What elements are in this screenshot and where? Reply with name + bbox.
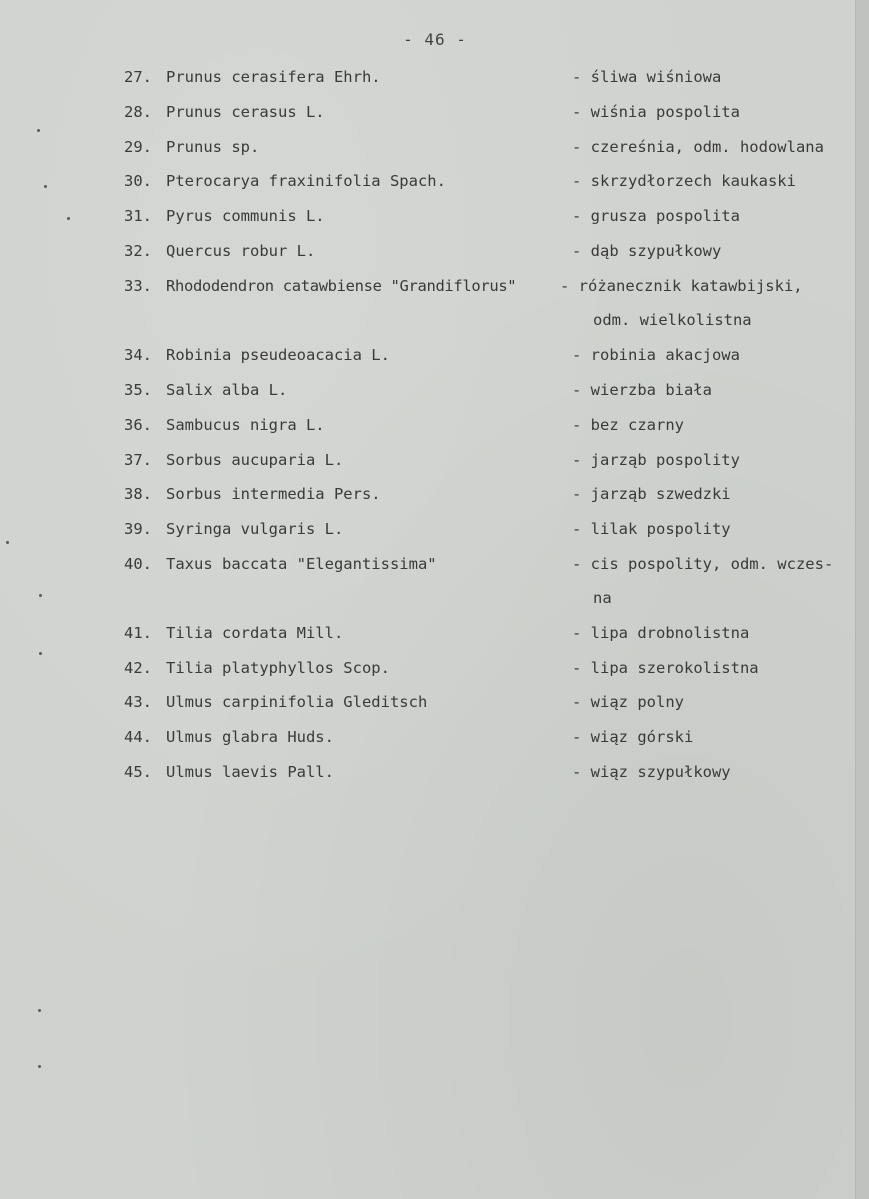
- polish-name: - różanecznik katawbijski,: [560, 277, 803, 295]
- latin-name: Salix alba L.: [166, 381, 288, 399]
- polish-name: - cis pospolity, odm. wczes-: [572, 555, 834, 573]
- polish-name: - lipa drobnolistna: [572, 624, 750, 642]
- polish-name: - wiśnia pospolita: [572, 103, 740, 121]
- polish-name: - lipa szerokolistna: [572, 659, 759, 677]
- entry-number: 32.: [124, 242, 152, 260]
- punch-mark: [39, 594, 42, 597]
- polish-name: - wiąz górski: [572, 728, 694, 746]
- polish-name: - jarząb szwedzki: [572, 485, 731, 503]
- entry-number: 44.: [124, 728, 152, 746]
- entry-number: 35.: [124, 381, 152, 399]
- polish-name: - dąb szypułkowy: [572, 242, 722, 260]
- punch-mark: [39, 652, 42, 655]
- latin-name: Sambucus nigra L.: [166, 416, 325, 434]
- entry-number: 41.: [124, 624, 152, 642]
- entry-number: 30.: [124, 172, 152, 190]
- latin-name: Prunus cerasus L.: [166, 103, 325, 121]
- polish-name: - grusza pospolita: [572, 207, 740, 225]
- latin-name: Robinia pseudeoacacia L.: [166, 346, 390, 364]
- latin-name: Pyrus communis L.: [166, 207, 325, 225]
- punch-mark: [6, 541, 9, 544]
- polish-name: - skrzydłorzech kaukaski: [572, 172, 796, 190]
- polish-name-continuation: odm. wielkolistna: [593, 311, 752, 329]
- latin-name: Tilia platyphyllos Scop.: [166, 659, 390, 677]
- entry-number: 29.: [124, 138, 152, 156]
- page-edge: [855, 0, 869, 1199]
- entry-number: 28.: [124, 103, 152, 121]
- latin-name: Prunus sp.: [166, 138, 260, 156]
- entry-number: 37.: [124, 451, 152, 469]
- latin-name: Sorbus intermedia Pers.: [166, 485, 381, 503]
- punch-mark: [44, 185, 47, 188]
- punch-mark: [38, 1009, 41, 1012]
- latin-name: Pterocarya fraxinifolia Spach.: [166, 172, 446, 190]
- latin-name: Taxus baccata "Elegantissima": [166, 555, 437, 573]
- entry-number: 43.: [124, 693, 152, 711]
- entry-number: 34.: [124, 346, 152, 364]
- punch-mark: [67, 217, 70, 220]
- entry-number: 33.: [124, 277, 152, 295]
- entry-number: 39.: [124, 520, 152, 538]
- polish-name: - bez czarny: [572, 416, 684, 434]
- polish-name: - lilak pospolity: [572, 520, 731, 538]
- polish-name: - wiąz polny: [572, 693, 684, 711]
- latin-name: Rhododendron catawbiense "Grandiflorus": [166, 277, 517, 295]
- entry-number: 38.: [124, 485, 152, 503]
- entry-number: 31.: [124, 207, 152, 225]
- entry-number: 40.: [124, 555, 152, 573]
- punch-mark: [38, 1065, 41, 1068]
- polish-name: - robinia akacjowa: [572, 346, 740, 364]
- entry-number: 27.: [124, 68, 152, 86]
- polish-name: - czereśnia, odm. hodowlana: [572, 138, 824, 156]
- polish-name-continuation: na: [593, 589, 612, 607]
- entry-number: 45.: [124, 763, 152, 781]
- polish-name: - śliwa wiśniowa: [572, 68, 722, 86]
- punch-mark: [37, 129, 40, 132]
- latin-name: Ulmus glabra Huds.: [166, 728, 334, 746]
- latin-name: Ulmus laevis Pall.: [166, 763, 334, 781]
- entry-number: 36.: [124, 416, 152, 434]
- latin-name: Sorbus aucuparia L.: [166, 451, 344, 469]
- latin-name: Ulmus carpinifolia Gleditsch: [166, 693, 428, 711]
- polish-name: - wierzba biała: [572, 381, 712, 399]
- latin-name: Tilia cordata Mill.: [166, 624, 344, 642]
- polish-name: - wiąz szypułkowy: [572, 763, 731, 781]
- entry-number: 42.: [124, 659, 152, 677]
- latin-name: Prunus cerasifera Ehrh.: [166, 68, 381, 86]
- page-number: - 46 -: [403, 30, 467, 49]
- latin-name: Quercus robur L.: [166, 242, 316, 260]
- latin-name: Syringa vulgaris L.: [166, 520, 344, 538]
- polish-name: - jarząb pospolity: [572, 451, 740, 469]
